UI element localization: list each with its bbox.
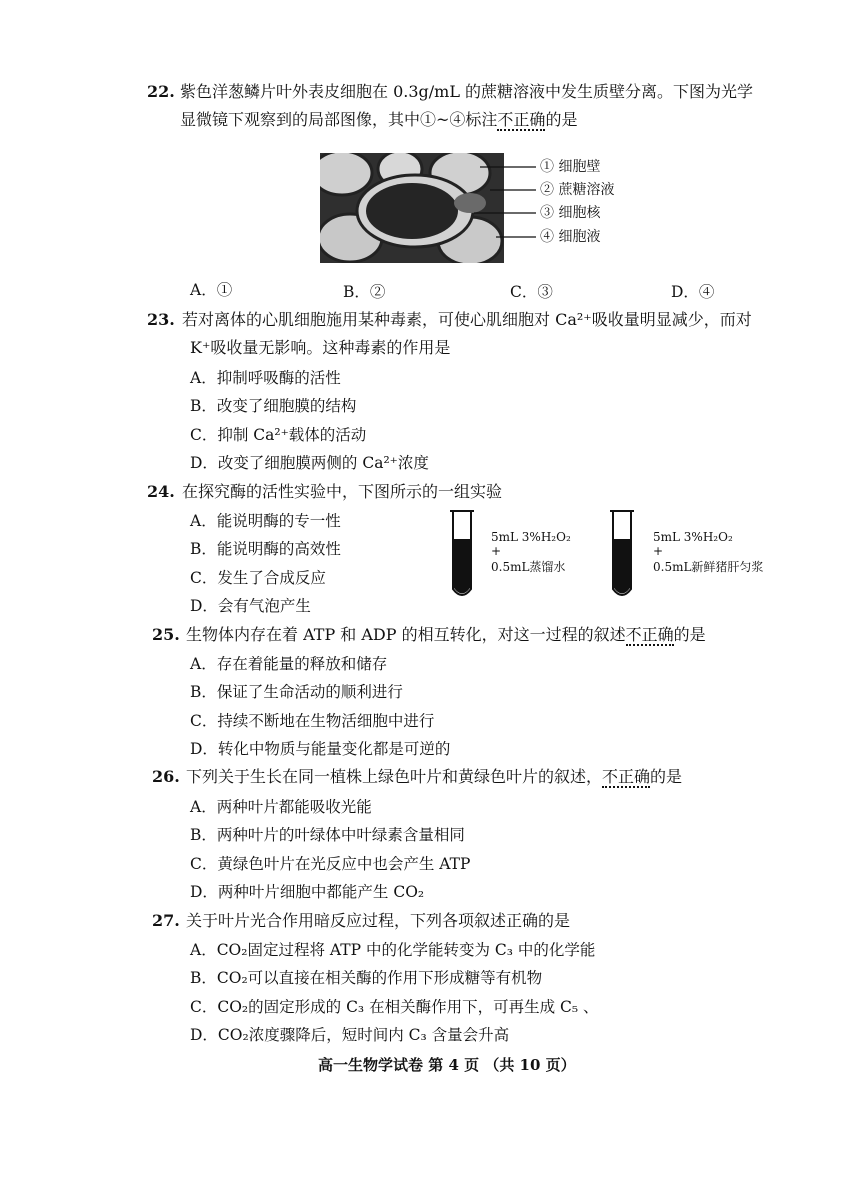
question-stem: 关于叶片光合作用暗反应过程，下列各项叙述正确的是 <box>186 911 571 930</box>
option-d[interactable]: D．CO₂浓度骤降后，短时间内 C₃ 含量会升高 <box>190 1026 510 1044</box>
tube-1-label: 5mL 3%H₂O₂ <box>491 530 571 544</box>
question-number: 23. <box>147 310 175 329</box>
option-b[interactable]: B．② <box>343 283 386 301</box>
option-d[interactable]: D．改变了细胞膜两侧的 Ca²⁺浓度 <box>190 454 429 472</box>
figure-label: ① 细胞壁 <box>540 159 601 175</box>
figure-label: ③ 细胞核 <box>540 205 601 221</box>
question-stem: 显微镜下观察到的局部图像，其中①~④标注不正确的是 <box>180 110 578 129</box>
tube-2-label: 0.5mL新鲜猪肝匀浆 <box>653 560 764 574</box>
question-stem: 若对离体的心肌细胞施用某种毒素，可使心肌细胞对 Ca²⁺吸收量明显减少，而对 <box>182 310 752 329</box>
option-a[interactable]: A．两种叶片都能吸收光能 <box>190 798 372 816</box>
label-leader-lines <box>470 155 540 255</box>
option-d[interactable]: D．④ <box>671 283 715 301</box>
question-stem: 在探究酶的活性实验中，下图所示的一组实验 <box>182 482 503 501</box>
option-c[interactable]: C．黄绿色叶片在光反应中也会产生 ATP <box>190 855 471 873</box>
figure-label: ② 蔗糖溶液 <box>540 182 615 198</box>
option-a[interactable]: A．CO₂固定过程将 ATP 中的化学能转变为 C₃ 中的化学能 <box>190 941 596 959</box>
option-c[interactable]: C．CO₂的固定形成的 C₃ 在相关酶作用下，可再生成 C₅ 、 <box>190 998 599 1016</box>
option-b[interactable]: B．两种叶片的叶绿体中叶绿素含量相同 <box>190 826 465 844</box>
question-stem: 生物体内存在着 ATP 和 ADP 的相互转化，对这一过程的叙述不正确的是 <box>186 625 706 644</box>
question-stem: 紫色洋葱鳞片叶外表皮细胞在 0.3g/mL 的蔗糖溶液中发生质壁分离。下图为光学 <box>180 82 754 101</box>
emphasis-text: 不正确 <box>497 110 546 129</box>
question-number: 22. <box>147 82 175 101</box>
option-a[interactable]: A．能说明酶的专一性 <box>190 512 341 530</box>
question-stem: K⁺吸收量无影响。这种毒素的作用是 <box>190 338 451 357</box>
option-a[interactable]: A．抑制呼吸酶的活性 <box>190 369 341 387</box>
option-d[interactable]: D．会有气泡产生 <box>190 597 311 615</box>
tube-2-plus: + <box>653 544 664 558</box>
tube-2-label: 5mL 3%H₂O₂ <box>653 530 733 544</box>
emphasis-text: 不正确 <box>602 767 651 786</box>
option-c[interactable]: C．持续不断地在生物活细胞中进行 <box>190 712 435 730</box>
option-c[interactable]: C．发生了合成反应 <box>190 569 326 587</box>
option-d[interactable]: D．两种叶片细胞中都能产生 CO₂ <box>190 883 425 901</box>
question-number: 25. <box>152 625 180 644</box>
option-b[interactable]: B．保证了生命活动的顺利进行 <box>190 683 403 701</box>
option-d[interactable]: D．转化中物质与能量变化都是可逆的 <box>190 740 451 758</box>
tube-1-plus: + <box>491 544 502 558</box>
option-b[interactable]: B．能说明酶的高效性 <box>190 540 341 558</box>
question-number: 24. <box>147 482 175 501</box>
option-c[interactable]: C．抑制 Ca²⁺载体的活动 <box>190 426 367 444</box>
question-stem: 下列关于生长在同一植株上绿色叶片和黄绿色叶片的叙述，不正确的是 <box>186 767 683 786</box>
emphasis-text: 不正确 <box>625 625 674 644</box>
tube-1-label: 0.5mL蒸馏水 <box>491 560 566 574</box>
option-a[interactable]: A．① <box>190 281 233 299</box>
figure-label: ④ 细胞液 <box>540 229 601 245</box>
page-footer: 高一生物学试卷 第 4 页 （共 10 页） <box>318 1056 576 1074</box>
option-b[interactable]: B．改变了细胞膜的结构 <box>190 397 357 415</box>
option-c[interactable]: C．③ <box>510 283 553 301</box>
question-number: 26. <box>152 767 180 786</box>
option-b[interactable]: B．CO₂可以直接在相关酶的作用下形成糖等有机物 <box>190 969 543 987</box>
option-a[interactable]: A．存在着能量的释放和储存 <box>190 655 388 673</box>
test-tube-2 <box>607 509 637 603</box>
question-number: 27. <box>152 911 180 930</box>
test-tube-1 <box>447 509 477 603</box>
